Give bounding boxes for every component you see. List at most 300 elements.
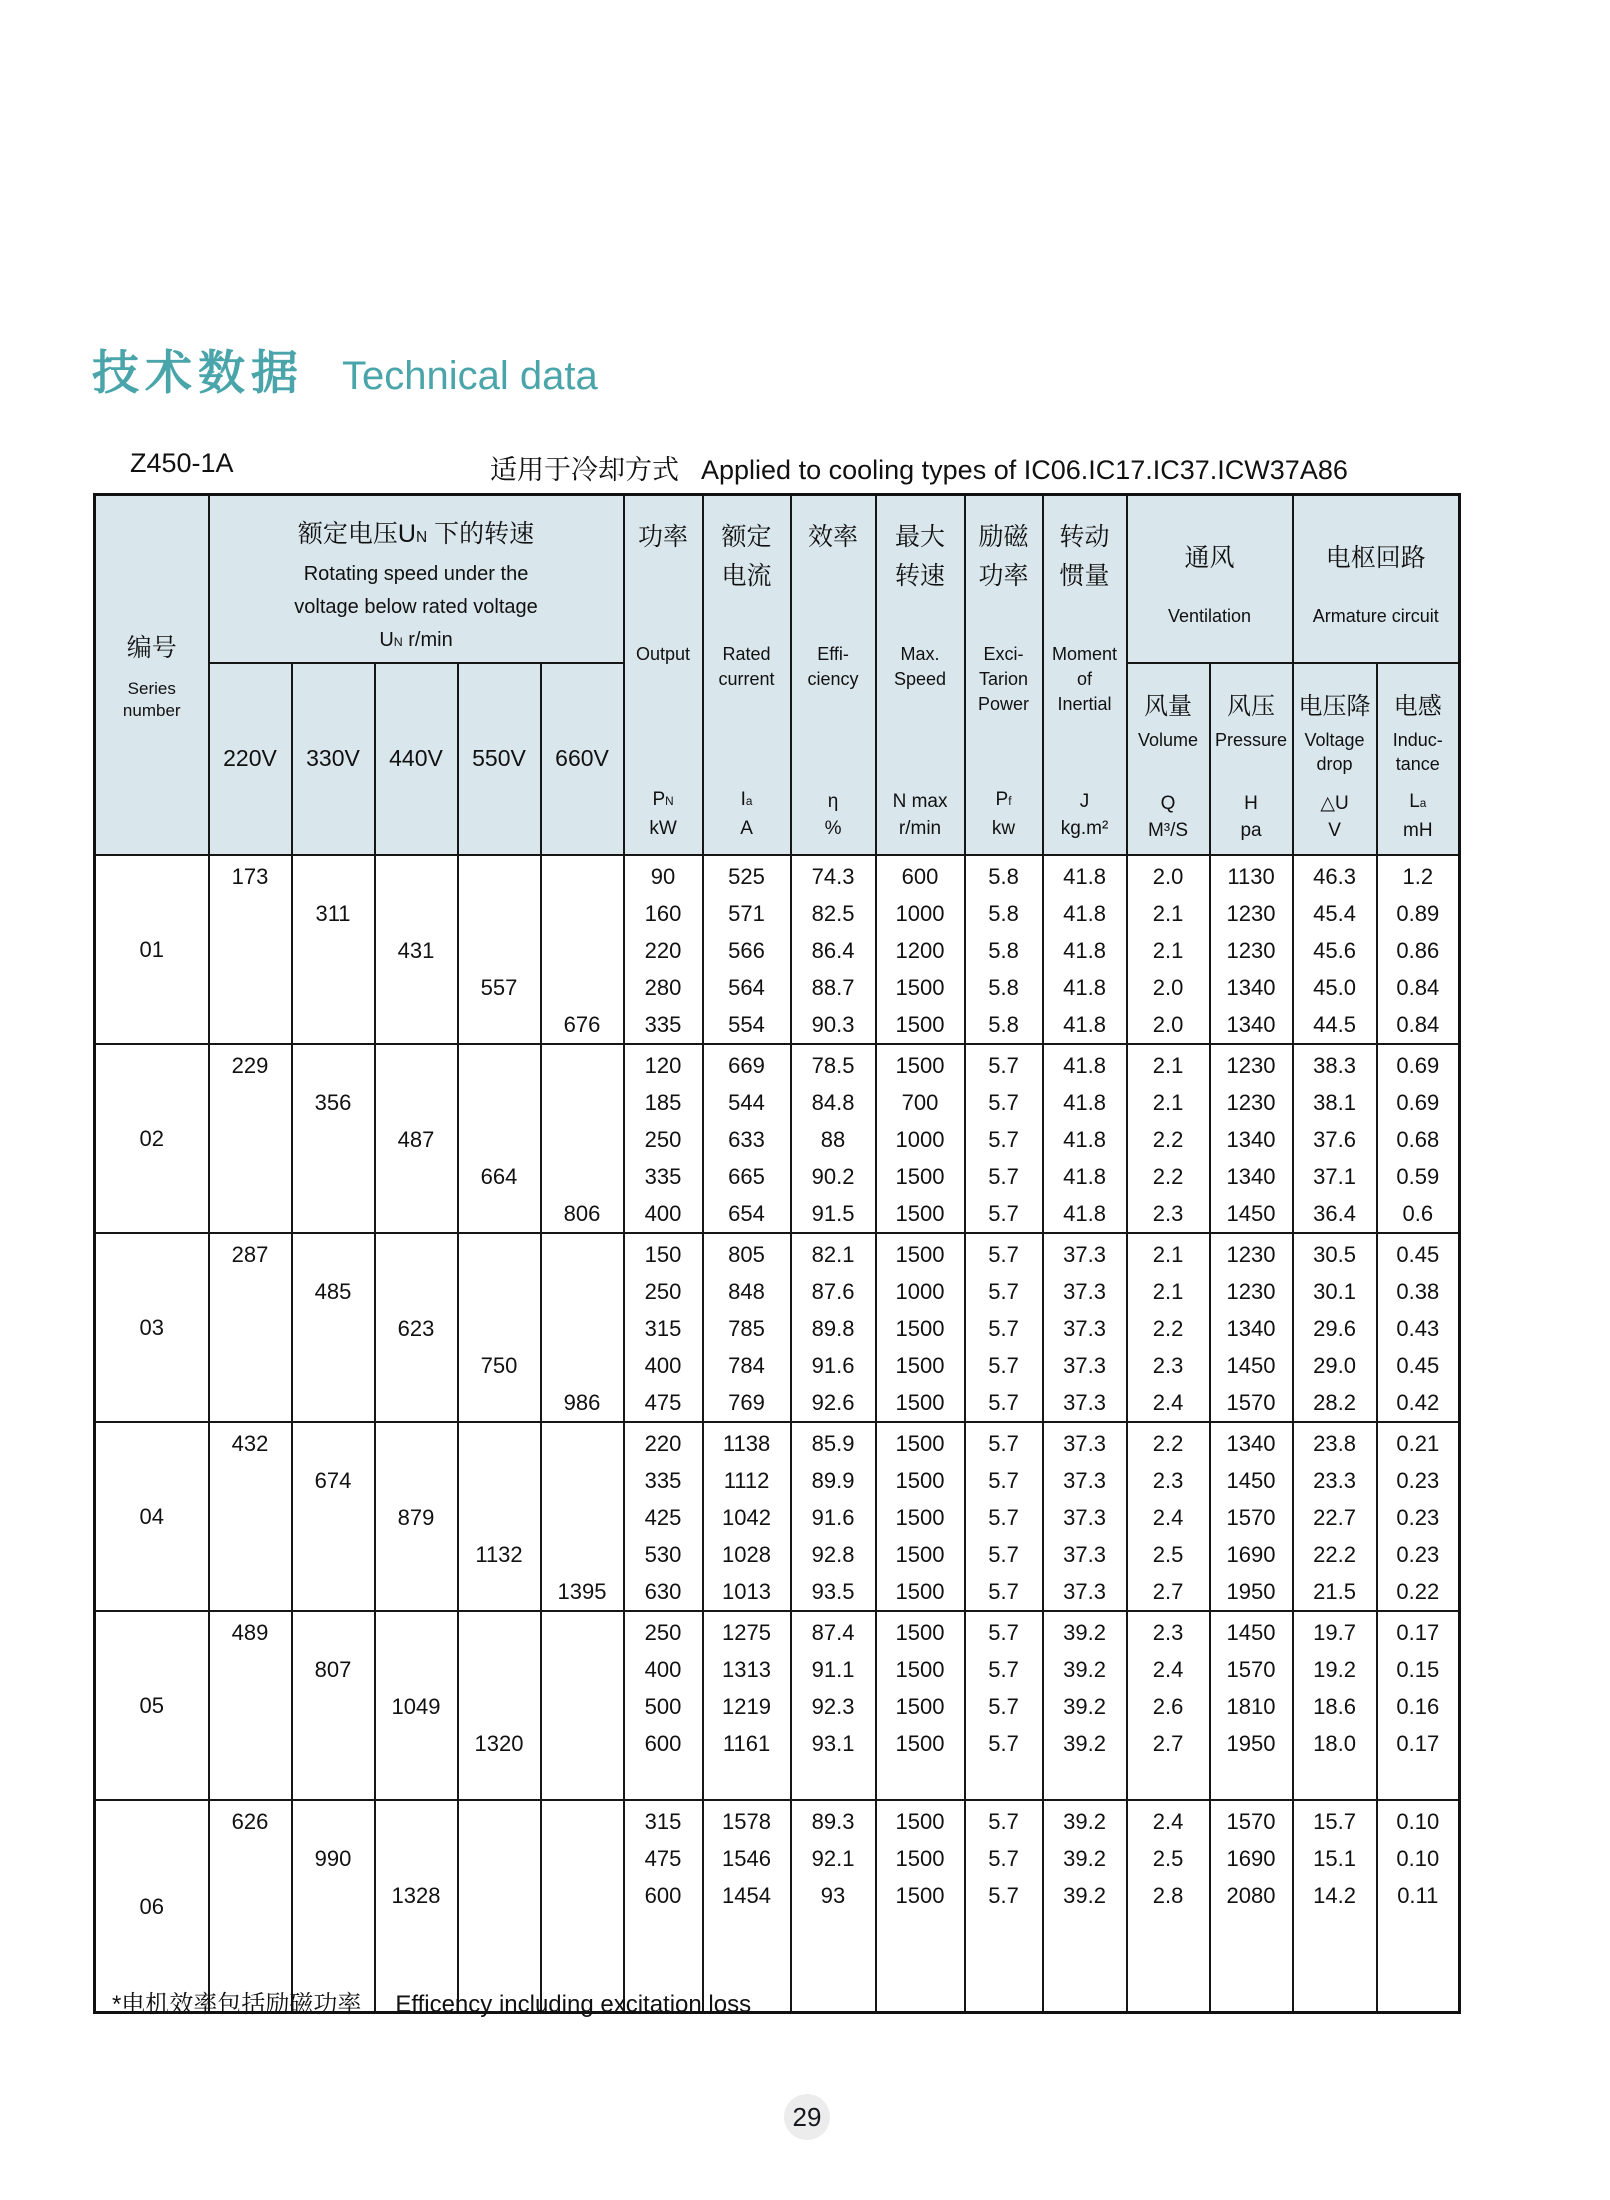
data-value	[293, 1236, 374, 1273]
data-cell	[458, 1611, 541, 1800]
data-value: 120	[644, 1052, 682, 1078]
data-value: 0.45	[1396, 1241, 1440, 1267]
data-value: 623	[397, 1315, 435, 1341]
data-value	[376, 1195, 457, 1232]
series-group-row	[95, 1233, 1460, 1422]
data-value: 5.7	[988, 1352, 1019, 1378]
data-value: 1570	[1226, 1389, 1276, 1415]
data-cell	[791, 1422, 876, 1611]
data-value: 805	[728, 1241, 765, 1267]
data-value	[210, 1725, 291, 1762]
data-value: 848	[728, 1278, 765, 1304]
data-value: 630	[644, 1578, 682, 1604]
data-value: 44.5	[1313, 1011, 1356, 1037]
data-value: 1500	[895, 1656, 945, 1682]
data-value: 0.23	[1396, 1467, 1440, 1493]
data-value: 1500	[895, 1467, 945, 1493]
data-value: 1500	[895, 1882, 945, 1908]
data-value: 2.0	[1152, 1011, 1184, 1037]
series-group-row	[95, 1611, 1460, 1800]
data-cell	[1127, 1044, 1210, 1233]
data-value	[459, 1573, 540, 1610]
data-value: 5.7	[988, 1730, 1019, 1756]
data-value: 1570	[1226, 1656, 1276, 1682]
page-title-en: Technical data	[342, 354, 598, 398]
data-value: 1950	[1226, 1730, 1276, 1756]
page-title	[92, 336, 598, 403]
data-value: 84.8	[811, 1089, 855, 1115]
data-cell	[458, 1800, 541, 2013]
data-value	[376, 1384, 457, 1421]
data-value: 15.1	[1313, 1845, 1356, 1871]
data-value	[542, 858, 623, 895]
data-value: 0.21	[1396, 1430, 1440, 1456]
header-voltage-660: 660V	[541, 663, 624, 855]
data-value	[459, 1047, 540, 1084]
data-value: 0.86	[1396, 937, 1440, 963]
data-value: 1313	[722, 1656, 771, 1682]
data-value: 1320	[474, 1730, 524, 1756]
data-value: 1500	[895, 1011, 945, 1037]
data-value: 5.7	[988, 1200, 1019, 1226]
data-cell	[541, 1800, 624, 2013]
data-value: 0.11	[1397, 1882, 1439, 1908]
data-cell	[624, 1800, 703, 2013]
data-value: 1132	[475, 1541, 523, 1567]
header-series-en-line2: number	[122, 700, 181, 720]
data-value: 82.1	[811, 1241, 855, 1267]
data-value: 0.17	[1396, 1730, 1440, 1756]
data-cell	[1043, 855, 1127, 1044]
data-value	[210, 1536, 291, 1573]
data-cell	[1043, 1422, 1127, 1611]
data-cell	[292, 1800, 375, 2013]
data-cell	[1377, 1611, 1460, 1800]
data-value	[210, 1573, 291, 1610]
data-value: 91.6	[811, 1352, 855, 1378]
data-value: 0.23	[1396, 1504, 1440, 1530]
header-voltage-550: 550V	[458, 663, 541, 855]
data-value: 1500	[895, 1730, 945, 1756]
data-value: 654	[728, 1200, 765, 1226]
data-value: 0.38	[1396, 1278, 1440, 1304]
data-value: 1500	[895, 1052, 945, 1078]
data-value	[459, 1121, 540, 1158]
data-cell	[1210, 1233, 1293, 1422]
data-value: 1500	[895, 1619, 945, 1645]
data-value: 633	[728, 1126, 765, 1152]
data-value: 37.6	[1313, 1126, 1356, 1152]
data-value	[376, 1347, 457, 1384]
data-cell	[375, 1422, 458, 1611]
series-number-cell: 04	[95, 1422, 209, 1611]
data-value: 91.5	[811, 1200, 855, 1226]
data-value: 1028	[722, 1541, 771, 1567]
data-value: 93.1	[811, 1730, 855, 1756]
data-cell	[1127, 855, 1210, 1044]
data-value: 5.7	[988, 1578, 1019, 1604]
data-value: 15.7	[1313, 1808, 1356, 1834]
data-value: 37.3	[1063, 1278, 1106, 1304]
data-value	[293, 1877, 374, 1914]
data-value: 37.1	[1313, 1163, 1356, 1189]
data-value	[376, 1840, 457, 1877]
data-value	[376, 1803, 457, 1840]
data-value: 1454	[722, 1882, 771, 1908]
data-value: 45.6	[1313, 937, 1356, 963]
data-value	[542, 1310, 623, 1347]
data-value: 530	[644, 1541, 682, 1567]
data-value: 92.8	[811, 1541, 855, 1567]
data-value: 37.3	[1063, 1578, 1106, 1604]
data-value: 487	[397, 1126, 435, 1152]
data-value: 1570	[1226, 1808, 1276, 1834]
data-value: 30.1	[1313, 1278, 1356, 1304]
data-value: 173	[231, 863, 269, 889]
data-cell	[1210, 1800, 1293, 2013]
data-cell	[1043, 1044, 1127, 1233]
data-value: 87.6	[811, 1278, 855, 1304]
data-value	[210, 1499, 291, 1536]
data-value: 229	[231, 1052, 269, 1078]
header-armature-circuit-group: 电枢回路 Armature circuit	[1293, 495, 1460, 663]
data-value: 1950	[1226, 1578, 1276, 1604]
data-value: 38.1	[1313, 1089, 1356, 1115]
data-value: 41.8	[1063, 1200, 1106, 1226]
data-value	[293, 1803, 374, 1840]
data-value	[542, 1425, 623, 1462]
data-cell	[965, 1044, 1043, 1233]
data-value: 0.10	[1396, 1845, 1440, 1871]
data-value: 0.43	[1396, 1315, 1440, 1341]
data-value: 2.0	[1152, 974, 1184, 1000]
data-value	[293, 1725, 374, 1762]
series-number-cell: 05	[95, 1611, 209, 1800]
data-value: 2.1	[1152, 937, 1184, 963]
data-value: 37.3	[1063, 1430, 1106, 1456]
data-value	[376, 1614, 457, 1651]
data-value: 29.6	[1313, 1315, 1356, 1341]
data-value: 22.2	[1313, 1541, 1356, 1567]
data-value	[542, 1499, 623, 1536]
data-value: 46.3	[1313, 863, 1356, 889]
data-value: 37.3	[1063, 1467, 1106, 1493]
data-value: 29.0	[1313, 1352, 1356, 1378]
data-value: 5.7	[988, 1541, 1019, 1567]
header-voltage-drop: 电压降 Voltage drop △U V	[1293, 663, 1377, 855]
data-value: 23.3	[1313, 1467, 1356, 1493]
data-value: 335	[644, 1467, 682, 1493]
data-cell	[1293, 855, 1377, 1044]
data-value: 0.69	[1396, 1089, 1440, 1115]
data-value	[459, 1084, 540, 1121]
data-value	[293, 858, 374, 895]
data-value	[376, 1651, 457, 1688]
data-value: 5.7	[988, 1052, 1019, 1078]
data-value: 1340	[1226, 1163, 1276, 1189]
data-cell	[791, 1611, 876, 1800]
data-value: 1042	[722, 1504, 771, 1530]
data-value: 432	[231, 1430, 269, 1456]
data-cell	[209, 1233, 292, 1422]
data-value: 1000	[895, 900, 945, 926]
data-value	[459, 932, 540, 969]
data-value: 1230	[1226, 1089, 1276, 1115]
data-cell	[541, 855, 624, 1044]
data-value: 311	[315, 900, 351, 926]
data-cell	[1210, 1611, 1293, 1800]
data-cell	[1210, 1422, 1293, 1611]
data-value: 88.7	[811, 974, 855, 1000]
data-value: 500	[644, 1693, 682, 1719]
data-cell	[624, 855, 703, 1044]
data-value: 1810	[1226, 1693, 1276, 1719]
data-value: 36.4	[1313, 1200, 1356, 1226]
data-value: 0.23	[1396, 1541, 1440, 1567]
data-value	[459, 1006, 540, 1043]
speed-group-en-line3: UN r/min	[379, 629, 453, 651]
data-value: 5.7	[988, 1163, 1019, 1189]
data-value: 89.9	[811, 1467, 855, 1493]
data-value: 2.8	[1152, 1882, 1184, 1908]
data-value: 37.3	[1063, 1241, 1106, 1267]
data-value	[376, 1536, 457, 1573]
data-value: 1500	[895, 1845, 945, 1871]
data-cell	[791, 1800, 876, 2013]
data-value: 37.3	[1063, 1541, 1106, 1567]
data-value: 0.17	[1396, 1619, 1440, 1645]
data-value: 37.3	[1063, 1389, 1106, 1415]
data-value	[459, 1688, 540, 1725]
data-value	[542, 932, 623, 969]
data-value: 554	[728, 1011, 765, 1037]
data-value: 807	[314, 1656, 352, 1682]
data-value: 2.4	[1152, 1808, 1184, 1834]
data-value: 1230	[1226, 1278, 1276, 1304]
data-value	[210, 1158, 291, 1195]
table-body	[95, 855, 1460, 2013]
data-value: 315	[644, 1315, 682, 1341]
data-value: 1500	[895, 1352, 945, 1378]
data-cell	[1293, 1611, 1377, 1800]
data-value	[542, 969, 623, 1006]
data-value: 5.8	[988, 900, 1019, 926]
data-value: 600	[644, 1730, 682, 1756]
data-value: 1578	[722, 1808, 771, 1834]
data-value: 93	[820, 1882, 846, 1908]
data-value: 475	[644, 1845, 682, 1871]
data-value: 41.8	[1063, 1011, 1106, 1037]
data-value	[542, 1614, 623, 1651]
data-value	[459, 1195, 540, 1232]
data-value: 525	[728, 863, 765, 889]
data-value: 1500	[895, 1578, 945, 1604]
data-value: 400	[644, 1656, 682, 1682]
data-value	[293, 1536, 374, 1573]
data-value: 39.2	[1063, 1882, 1106, 1908]
data-value: 45.4	[1313, 900, 1356, 926]
data-value: 544	[728, 1089, 765, 1115]
data-value: 287	[231, 1241, 269, 1267]
data-value: 700	[901, 1089, 939, 1115]
data-value: 2.6	[1152, 1693, 1184, 1719]
data-value	[210, 1840, 291, 1877]
data-cell	[458, 1233, 541, 1422]
data-value	[293, 1121, 374, 1158]
data-value: 37.3	[1063, 1352, 1106, 1378]
page-title-zh: 技术数据	[92, 346, 304, 399]
data-value: 18.0	[1313, 1730, 1356, 1756]
data-value: 21.5	[1313, 1578, 1356, 1604]
cooling-note-en: Applied to cooling types of IC06.IC17.IC37.ICW37A86	[701, 455, 1348, 485]
data-cell	[375, 1044, 458, 1233]
data-cell	[292, 1044, 375, 1233]
data-value: 90	[650, 863, 676, 889]
data-value: 1500	[895, 1541, 945, 1567]
data-value: 2.2	[1152, 1430, 1184, 1456]
data-value: 335	[644, 1163, 682, 1189]
data-cell	[876, 1044, 965, 1233]
data-value: 665	[728, 1163, 765, 1189]
data-value	[376, 1462, 457, 1499]
data-value	[542, 1877, 623, 1914]
data-value: 1546	[722, 1845, 771, 1871]
data-value	[293, 1347, 374, 1384]
data-value	[210, 1006, 291, 1043]
data-value: 2.7	[1152, 1578, 1184, 1604]
data-value: 1690	[1226, 1541, 1276, 1567]
data-value: 0.45	[1396, 1352, 1440, 1378]
data-value: 250	[644, 1126, 682, 1152]
footnote-zh: *电机效率包括励磁功率	[112, 1991, 362, 2018]
data-value: 220	[644, 937, 682, 963]
data-cell	[1210, 1044, 1293, 1233]
data-value: 0.89	[1396, 900, 1440, 926]
data-value: 93.5	[811, 1578, 855, 1604]
data-value	[459, 1273, 540, 1310]
data-value	[376, 1573, 457, 1610]
data-cell	[1293, 1233, 1377, 1422]
data-value: 39.2	[1063, 1656, 1106, 1682]
data-value	[293, 932, 374, 969]
data-value	[210, 1651, 291, 1688]
data-value	[376, 1047, 457, 1084]
data-value: 220	[644, 1430, 682, 1456]
data-value	[542, 1084, 623, 1121]
data-value: 92.6	[811, 1389, 855, 1415]
data-value: 600	[644, 1882, 682, 1908]
speed-group-en-line2: voltage below rated voltage	[294, 596, 538, 618]
data-value	[210, 1688, 291, 1725]
data-cell	[1377, 1233, 1460, 1422]
data-value: 1200	[895, 937, 945, 963]
data-value	[542, 1121, 623, 1158]
data-value: 86.4	[811, 937, 855, 963]
data-cell	[624, 1233, 703, 1422]
data-value: 1450	[1226, 1619, 1276, 1645]
data-value: 5.7	[988, 1389, 1019, 1415]
data-value: 41.8	[1063, 1089, 1106, 1115]
data-value	[376, 1725, 457, 1762]
header-voltage-330: 330V	[292, 663, 375, 855]
data-value: 1000	[895, 1126, 945, 1152]
data-value: 39.2	[1063, 1845, 1106, 1871]
data-value: 1500	[895, 1504, 945, 1530]
data-cell	[1293, 1044, 1377, 1233]
data-value: 1500	[895, 1241, 945, 1267]
data-value	[293, 1688, 374, 1725]
data-value: 82.5	[811, 900, 855, 926]
data-cell	[375, 855, 458, 1044]
data-cell	[292, 1233, 375, 1422]
data-value: 626	[231, 1808, 269, 1834]
data-cell	[703, 1044, 791, 1233]
data-value: 0.59	[1396, 1163, 1440, 1189]
data-value: 41.8	[1063, 1163, 1106, 1189]
data-value: 0.15	[1396, 1656, 1440, 1682]
data-value	[542, 1688, 623, 1725]
header-ventilation-group: 通风 Ventilation	[1127, 495, 1293, 663]
data-value	[459, 895, 540, 932]
data-value	[459, 1462, 540, 1499]
data-cell	[1127, 1611, 1210, 1800]
data-value: 750	[480, 1352, 518, 1378]
data-cell	[1377, 1422, 1460, 1611]
data-value: 1340	[1226, 974, 1276, 1000]
data-value: 1230	[1226, 1052, 1276, 1078]
data-value: 89.3	[811, 1808, 855, 1834]
data-value: 676	[563, 1011, 601, 1037]
data-value: 879	[397, 1504, 435, 1530]
header-voltage-440: 440V	[375, 663, 458, 855]
data-value: 2.5	[1152, 1541, 1184, 1567]
data-value	[376, 1425, 457, 1462]
data-value	[293, 1499, 374, 1536]
data-value: 18.6	[1313, 1693, 1356, 1719]
data-value: 22.7	[1313, 1504, 1356, 1530]
technical-data-table	[93, 493, 1461, 2014]
footnote-en: Efficency including excitation loss	[395, 1991, 752, 2018]
data-value: 315	[644, 1808, 682, 1834]
data-cell	[791, 1044, 876, 1233]
data-value: 485	[314, 1278, 352, 1304]
data-value	[459, 1236, 540, 1273]
data-cell	[965, 1233, 1043, 1422]
data-value	[542, 1651, 623, 1688]
data-value: 1340	[1226, 1126, 1276, 1152]
data-value: 557	[480, 974, 518, 1000]
data-value: 5.7	[988, 1126, 1019, 1152]
data-cell	[703, 1611, 791, 1800]
data-value: 88	[820, 1126, 846, 1152]
data-value: 1450	[1226, 1200, 1276, 1226]
data-value: 1500	[895, 1200, 945, 1226]
page-number: 29	[784, 2094, 830, 2140]
header-series-zh: 编号	[126, 633, 177, 662]
data-value	[210, 1384, 291, 1421]
data-value	[376, 895, 457, 932]
data-cell	[703, 855, 791, 1044]
data-value: 0.10	[1396, 1808, 1440, 1834]
series-group-row	[95, 855, 1460, 1044]
header-air-volume: 风量 Volume Q M³/S	[1127, 663, 1210, 855]
data-value: 1328	[391, 1882, 441, 1908]
series-number-cell: 03	[95, 1233, 209, 1422]
data-value: 23.8	[1313, 1430, 1356, 1456]
data-value: 2.2	[1152, 1163, 1184, 1189]
data-value: 5.8	[988, 937, 1019, 963]
data-value	[542, 1725, 623, 1762]
